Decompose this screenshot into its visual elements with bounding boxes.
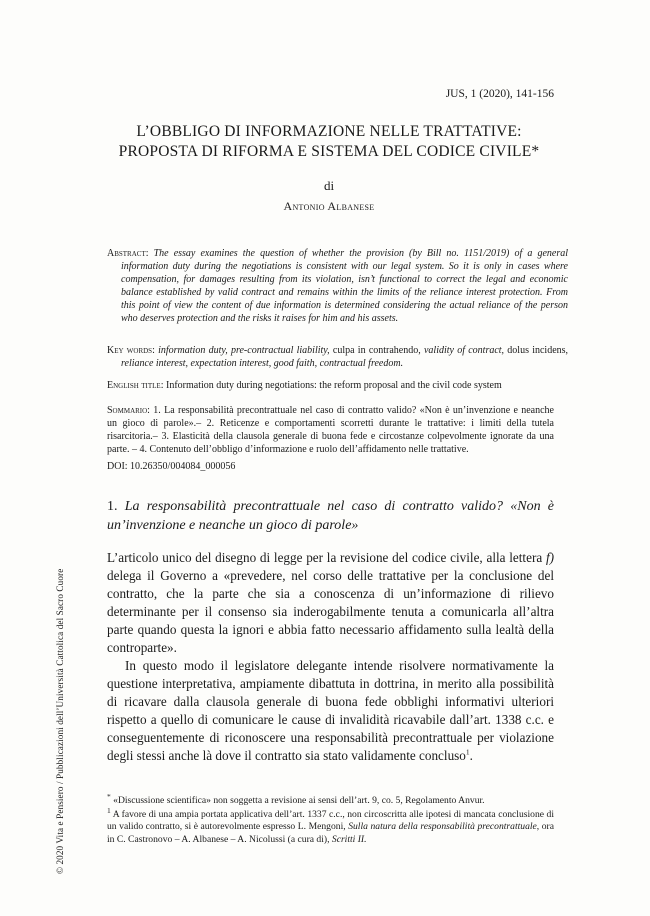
footnote-1-b: Sulla natura della responsabilità precontrattuale (348, 821, 537, 832)
keywords-part-3: validity of contract, (423, 345, 505, 356)
paragraph-1-letter: f) (545, 550, 554, 565)
footnote-1-mark: 1 (107, 805, 111, 815)
doi: DOI: 10.26350/004084_000056 (107, 461, 236, 472)
summary-text: 1. La responsabilità precontrattuale nel caso di contratto valido? «Non è un’invenzione e neanche un gioco di parole».– 2. Reticenze e comportamenti scorretti durante le trattative: i limiti della tutela risarcitoria.– 3. Elasticità della clausola generale di buona fede e circostanze colpevolmente ignorate da una parte. – 4. Contenuto dell’obbligo d’informazione e ruolo dell’affidamento nelle trattative. (107, 405, 554, 455)
footnote-1-d: Scritti II. (331, 833, 367, 845)
paragraph-1 (107, 549, 554, 657)
body-text (107, 549, 554, 765)
keywords-part-5: reliance interest, expectation interest, good faith, contractual freedom. (121, 358, 404, 369)
keywords-part-1: information duty, pre-contractual liability, (158, 345, 330, 356)
footnotes (107, 791, 554, 847)
byline-di: di (323, 178, 335, 193)
footnote-1-c: , ora in C. Castronovo – A. Albanese – A. Nicolussi (a cura di), (107, 821, 554, 845)
summary-label: Sommario: (107, 405, 150, 416)
footnote-1 (107, 805, 554, 847)
paper-title (104, 122, 554, 162)
keywords-part-4: dolus incidens, (504, 345, 569, 356)
english-title-text: Information duty during negotiations: the reform proposal and the civil code system (163, 380, 502, 391)
footnote-star-mark: * (107, 791, 111, 801)
summary (107, 404, 554, 456)
running-head: JUS, 1 (2020), 141-156 (445, 88, 554, 100)
footnote-star (107, 791, 554, 808)
title-line-2: PROPOSTA DI RIFORMA E SISTEMA DEL CODICE CIVILE* (118, 143, 540, 160)
section-heading-1 (107, 497, 554, 535)
paragraph-2 (107, 657, 554, 765)
abstract-label: Abstract: (107, 248, 149, 259)
section-number: 1. (107, 499, 125, 514)
paragraph-1-b: delega il Governo a «prevedere, nel corso delle trattative per la conclusione del contratto, che la parte che sia a conoscenza di un’informazione di rilievo determinante per il consenso sia inderogabilmente tenuta a comunicarla all’altra parte quando questa la ignori e abbia fatto necessario affidamento sulla lealtà della controparte». (107, 568, 554, 655)
keywords (107, 344, 568, 370)
keywords-part-2: culpa in contrahendo, (329, 345, 424, 356)
paragraph-1-a: L’articolo unico del disegno di legge per la revisione del codice civile, alla lettera (107, 550, 546, 565)
abstract (107, 247, 568, 325)
abstract-text: The essay examines the question of whether the provision (by Bill no. 1151/2019) of a general information duty during the negotiations is consistent with our legal system. So it is only in cases where compensation, for damages resulting from its violation, isn’t functional to correct the legal and economic balance established by valid contract and remains within the limits of the reliance interest protection. From this point of view the content of due information is determined considering the actual reliance of the person who deserves protection and the risks it raises for him and his assets. (121, 248, 568, 324)
author-name: Antonio Albanese (283, 199, 375, 213)
footnote-star-text: «Discussione scientifica» non soggetta a revisione ai sensi dell’art. 9, co. 5, Regolamento Anvur. (110, 795, 485, 806)
copyright-vertical: © 2020 Vita e Pensiero / Pubblicazioni dell’Università Cattolica del Sacro Cuore (55, 568, 65, 874)
keywords-label: Key words: (107, 345, 155, 356)
english-title-label: English title: (107, 380, 164, 391)
footnote-ref-1[interactable]: 1 (465, 747, 470, 757)
title-line-1: L’OBBLIGO DI INFORMAZIONE NELLE TRATTATIVE: (136, 123, 522, 140)
section-title: La responsabilità precontrattuale nel caso di contratto valido? «Non è un’invenzione e neanche un gioco di parole» (107, 499, 554, 533)
english-title (107, 379, 554, 392)
paragraph-2-end: . (469, 748, 473, 763)
paragraph-2-text: In questo modo il legislatore delegante intende risolvere normativamente la questione interpretativa, ampiamente dibattuta in dottrina, in merito alla possibilità di ricavare dalla clausola generale di buona fede obblighi informativi ulteriori rispetto a quello di comunicare le cause di invalidità ricavabile dall’art. 1338 c.c. e conseguentemente di riconoscere una responsabilità precontrattuale per violazione degli stessi anche là dove il contratto sia stato validamente concluso (107, 658, 554, 763)
footnote-1-a: A favore di una ampia portata applicativa dell’art. 1337 c.c., non circoscritta alle ipotesi di mancata conclusione di un valido contratto, si è autorevolmente espresso L. Mengoni, (107, 808, 554, 832)
